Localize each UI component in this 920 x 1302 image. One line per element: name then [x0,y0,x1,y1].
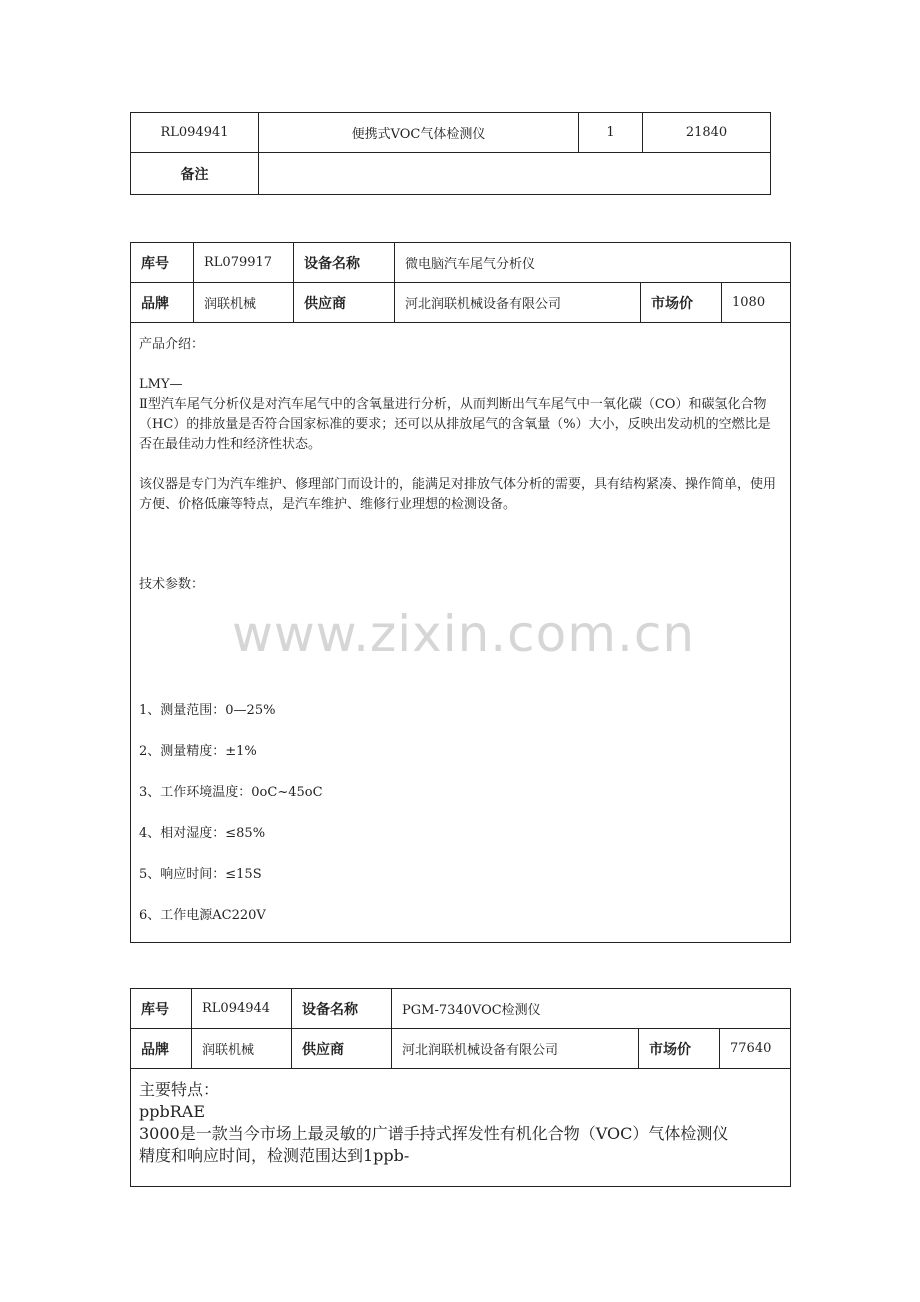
item-supplier: 河北润联机械设备有限公司 [392,1029,639,1069]
intro-title: 产品介绍： [139,337,205,352]
spec-response-time: 5、响应时间：≤15S [139,867,262,882]
spec-range: 1、测量范围：0—25% [139,703,276,718]
spec-humidity: 4、相对湿度：≤85% [139,826,266,841]
price-label: 市场价 [641,283,722,323]
item-table-3 [130,988,791,1187]
features-model: ppbRAE [139,1102,206,1121]
spec-temperature: 3、工作环境温度：0oC~45oC [139,785,323,800]
intro-paragraph-1: Ⅱ型汽车尾气分析仪是对汽车尾气中的含氧量进行分析，从而判断出气车尾气中一氧化碳（CO）和碳氢化合物（HC）的排放量是否符合国家标准的要求；还可以从排放尾气的含氧量（%）大小，反映出发动机的空燃比是否在最佳动力性和经济性状态。 [139,397,771,452]
features-line-2: 精度和响应时间，检测范围达到1ppb- [139,1146,410,1165]
features-title: 主要特点： [139,1080,220,1099]
item-qty: 1 [579,113,643,153]
features-line-1: 3000是一款当今市场上最灵敏的广谱手持式挥发性有机化合物（VOC）气体检测仪 [139,1124,729,1143]
item-brand: 润联机械 [192,1029,292,1069]
intro-model: LMY— [139,377,183,392]
remark-value [259,153,771,195]
spec-accuracy: 2、测量精度：±1% [139,744,257,759]
item-price: 77640 [720,1029,791,1069]
price-label: 市场价 [639,1029,720,1069]
item-name: 微电脑汽车尾气分析仪 [395,243,791,283]
intro-paragraph-2: 该仪器是专门为汽车维护、修理部门而设计的，能满足对排放气体分析的需要，具有结构紧凑、操作简单，使用方便、价格低廉等特点，是汽车维护、维修行业理想的检测设备。 [139,477,777,512]
item-description [131,323,791,943]
item-table-1 [130,112,771,195]
supplier-label: 供应商 [294,283,395,323]
item-code: RL094941 [131,113,259,153]
item-supplier: 河北润联机械设备有限公司 [395,283,641,323]
name-label: 设备名称 [294,243,395,283]
item-name: 便携式VOC气体检测仪 [259,113,579,153]
watermark: www.zixin.com.cn [232,605,696,663]
params-title: 技术参数： [139,577,205,592]
item-description [131,1069,791,1187]
remark-label: 备注 [131,153,259,195]
item-price: 21840 [643,113,771,153]
supplier-label: 供应商 [292,1029,392,1069]
item-price: 1080 [722,283,791,323]
item-code: RL079917 [194,243,294,283]
item-brand: 润联机械 [194,283,294,323]
spec-power: 6、工作电源AC220V [139,908,266,923]
brand-label: 品牌 [131,1029,192,1069]
name-label: 设备名称 [292,989,392,1029]
brand-label: 品牌 [131,283,194,323]
item-code: RL094944 [192,989,292,1029]
item-table-2 [130,242,791,943]
code-label: 库号 [131,243,194,283]
item-name: PGM-7340VOC检测仪 [392,989,791,1029]
code-label: 库号 [131,989,192,1029]
